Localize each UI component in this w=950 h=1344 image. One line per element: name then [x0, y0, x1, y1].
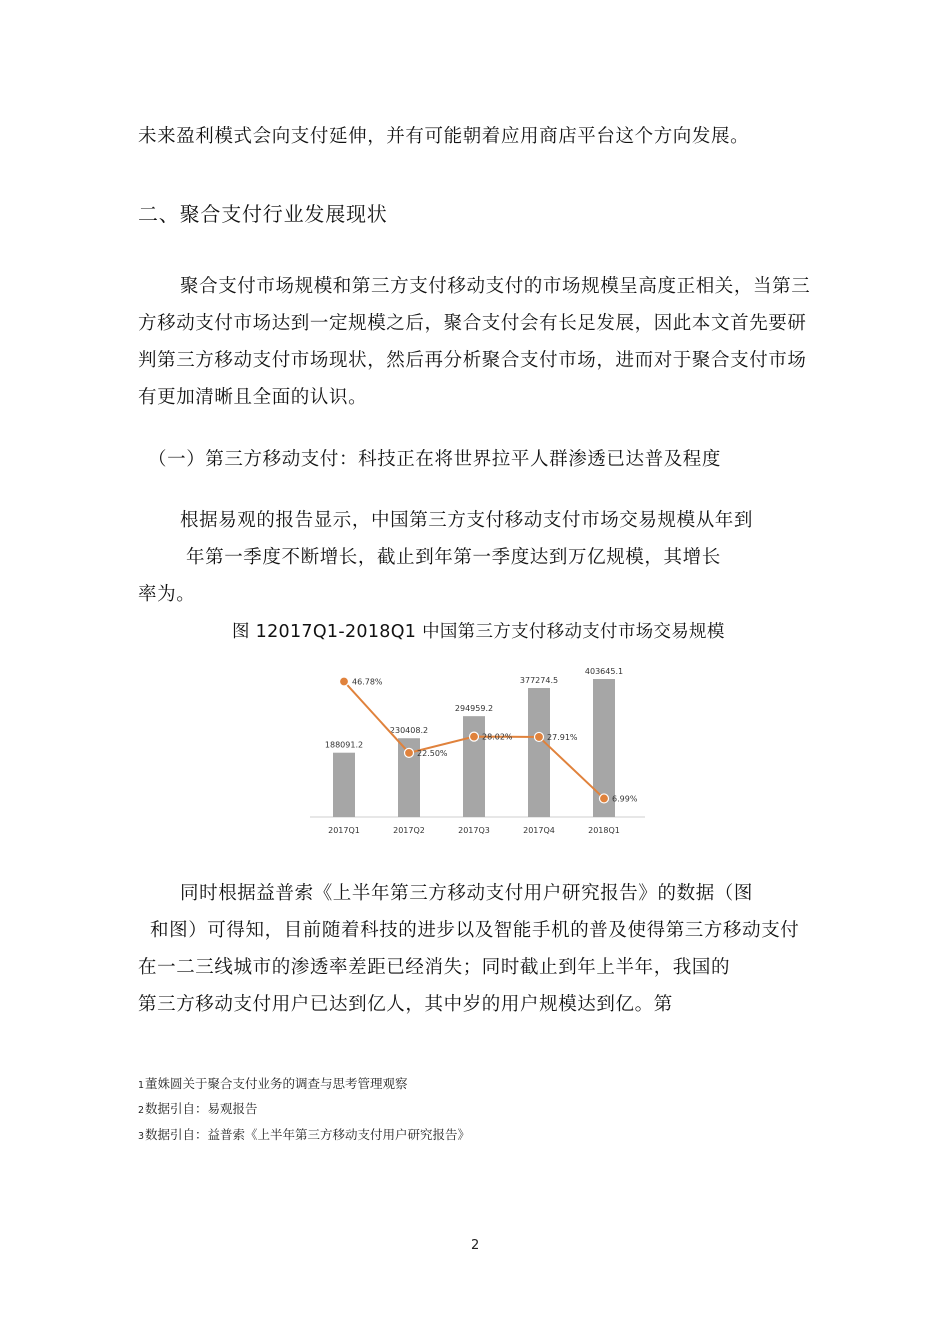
growth-rate-point [470, 732, 479, 741]
figure-caption: 图 12017Q1-2018Q1 中国第三方支付移动支付市场交易规模 [232, 622, 725, 642]
paragraph-line: 判第三方移动支付市场现状，然后再分析聚合支付市场，进而对于聚合支付市场 [138, 350, 807, 371]
bar [528, 688, 550, 817]
growth-rate-point [405, 748, 414, 757]
bar-value-label: 188091.2 [324, 740, 364, 750]
bar-value-label: 403645.1 [584, 667, 624, 677]
growth-rate-point [535, 732, 544, 741]
paragraph-line: 年第一季度不断增长，截止到年第一季度达到万亿规模，其增长 [186, 547, 721, 568]
growth-rate-label: 28.02% [482, 732, 513, 742]
paragraph-line: 和图）可得知，目前随着科技的进步以及智能手机的普及使得第三方移动支付 [150, 920, 800, 941]
growth-rate-label: 6.99% [612, 794, 638, 804]
transaction-volume-chart [300, 660, 660, 850]
paragraph-line: 第三方移动支付用户已达到亿人，其中岁的用户规模达到亿。第 [138, 994, 673, 1015]
paragraph-line: 在一二三线城市的渗透率差距已经消失；同时截止到年上半年，我国的 [138, 957, 731, 978]
growth-rate-label: 46.78% [352, 677, 383, 687]
subheading: （一）第三方移动支付：科技正在将世界拉平人群渗透已达普及程度 [148, 449, 722, 470]
x-tick-label: 2018Q1 [588, 826, 620, 835]
footnote: 3数据引自：益普索《上半年第三方移动支付用户研究报告》 [138, 1127, 471, 1142]
paragraph-line: 根据易观的报告显示，中国第三方支付移动支付市场交易规模从年到 [180, 510, 754, 531]
bar [463, 716, 485, 817]
section-heading: 二、聚合支付行业发展现状 [138, 202, 388, 226]
paragraph-line: 有更加清晰且全面的认识。 [138, 387, 368, 408]
paragraph-line: 聚合支付市场规模和第三方支付移动支付的市场规模呈高度正相关，当第三 [180, 276, 811, 297]
growth-rate-label: 27.91% [547, 732, 578, 742]
paragraph-line: 方移动支付市场达到一定规模之后，聚合支付会有长足发展，因此本文首先要研 [138, 313, 807, 334]
x-tick-label: 2017Q4 [523, 826, 555, 835]
bar-value-label: 377274.5 [519, 676, 559, 686]
x-tick-label: 2017Q1 [328, 826, 360, 835]
growth-rate-label: 22.50% [417, 748, 448, 758]
x-tick-label: 2017Q3 [458, 826, 490, 835]
growth-rate-point [600, 794, 609, 803]
paragraph-line: 同时根据益普索《上半年第三方移动支付用户研究报告》的数据（图 [180, 883, 754, 904]
x-tick-label: 2017Q2 [393, 826, 425, 835]
bar-value-label: 294959.2 [454, 704, 494, 714]
footnote: 2数据引自：易观报告 [138, 1101, 258, 1116]
paragraph-line: 率为。 [138, 584, 196, 605]
body-line: 未来盈利模式会向支付延伸，并有可能朝着应用商店平台这个方向发展。 [138, 126, 750, 147]
bar [333, 753, 355, 817]
page-number: 2 [471, 1238, 480, 1253]
footnote: 1董姝圆关于聚合支付业务的调查与思考管理观察 [138, 1076, 408, 1091]
bar-value-label: 230408.2 [389, 726, 429, 736]
growth-rate-point [340, 677, 349, 686]
